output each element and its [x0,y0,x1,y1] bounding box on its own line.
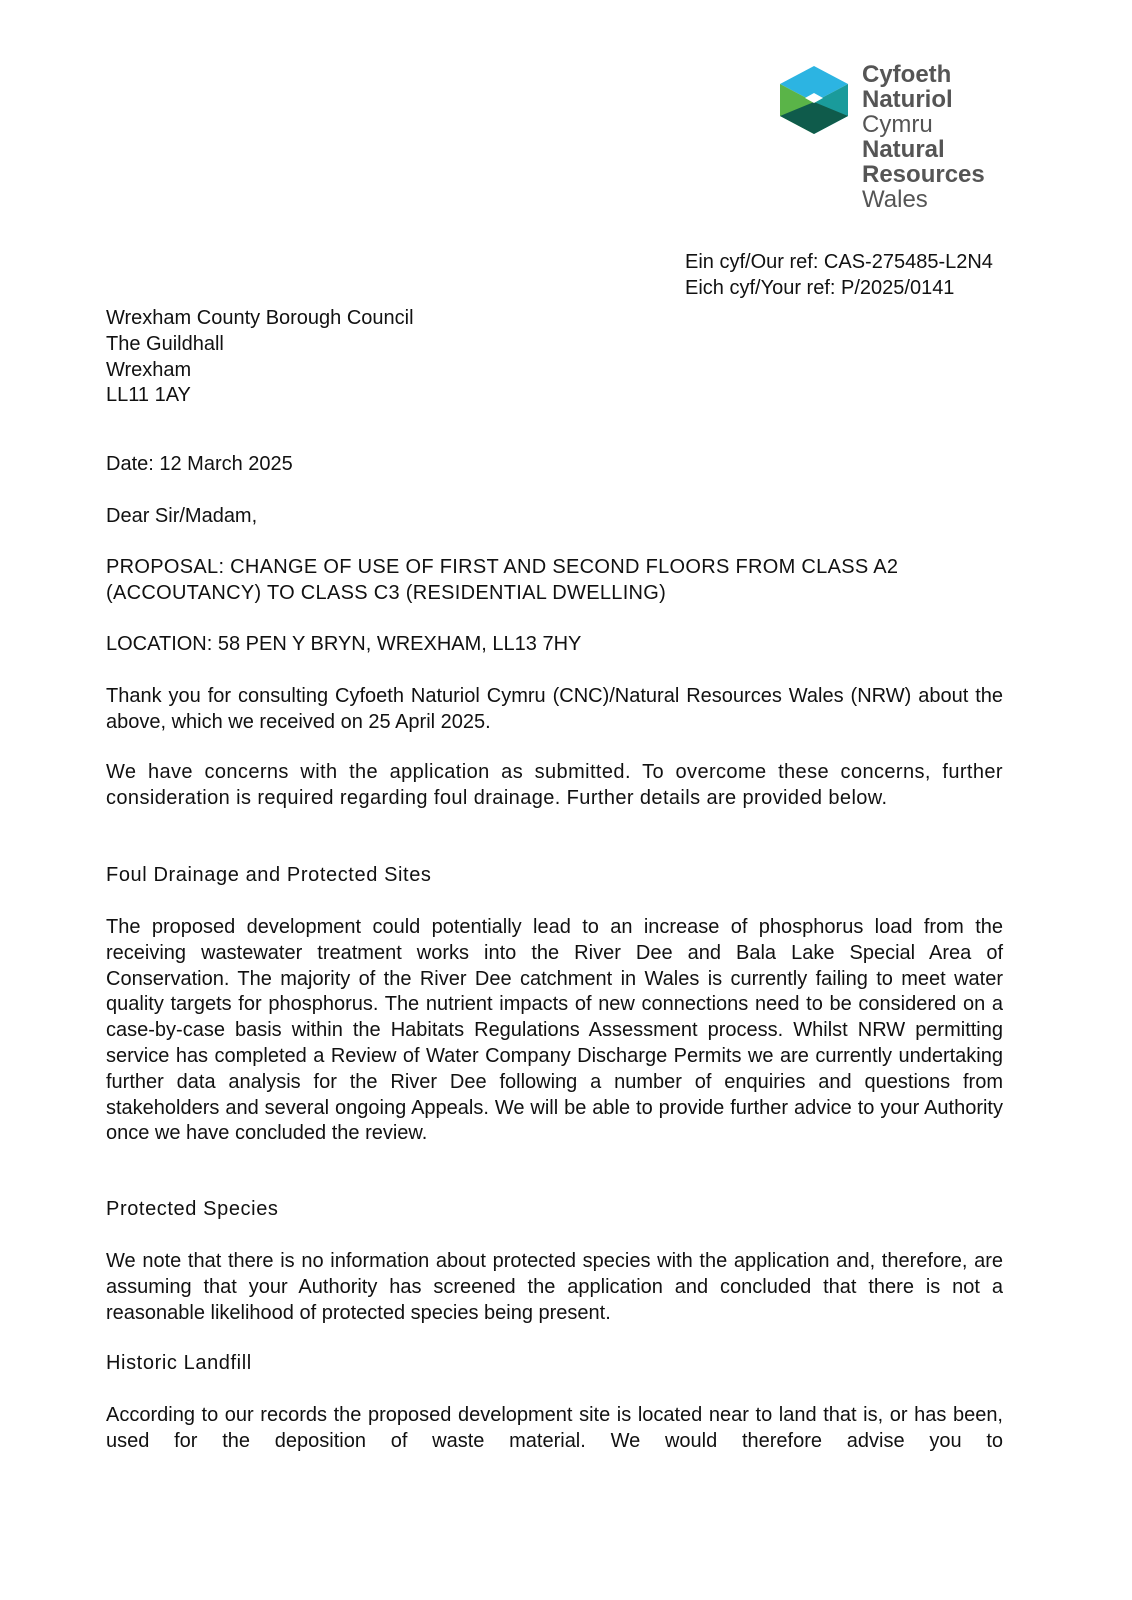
letter-date: Date: 12 March 2025 [106,453,293,475]
address-line: Wrexham County Borough Council [106,307,414,329]
section-body-historic-landfill: According to our records the proposed development site is located near to land that is, or has been, used for the deposition of waste material. We would therefore advise you to [106,1404,1003,1452]
proposal-line: (ACCOUTANCY) TO CLASS C3 (RESIDENTIAL DWELLING) [106,581,667,604]
nrw-logo-icon [774,62,854,138]
section-heading-protected-species: Protected Species [106,1198,279,1220]
section-heading-historic-landfill: Historic Landfill [106,1352,252,1374]
logo-line: Resources [862,161,985,188]
address-line: The Guildhall [106,332,224,355]
salutation: Dear Sir/Madam, [106,505,258,527]
logo-line: Wales [862,186,928,213]
intro-paragraph: Thank you for consulting Cyfoeth Naturiol Cymru (CNC)/Natural Resources Wales (NRW) about the above, which we received on 25 April 2025. [106,685,1003,733]
logo-text [862,62,985,212]
section-heading-foul-drainage: Foul Drainage and Protected Sites [106,864,432,886]
concerns-paragraph: We have concerns with the application as submitted. To overcome these concerns, further consideration is required regarding foul drainage. Further details are provided below. [106,761,1003,809]
section-body-foul-drainage: The proposed development could potentially lead to an increase of phosphorus load from the receiving wastewater treatment works into the River Dee and Bala Lake Special Area of Conservation. The majority of the River Dee catchment in Wales is currently failing to meet water quality targets for phosphorus. The nutrient impacts of new connections need to be considered on a case-by-case basis within the Habitats Regulations Assessment process. Whilst NRW permitting service has completed a Review of Water Company Discharge Permits we are currently undertaking further data analysis for the River Dee following a number of enquiries and questions from stakeholders and several ongoing Appeals. We will be able to provide further advice to your Authority once we have concluded the review. [106,916,1003,1145]
logo-line: Naturiol [862,86,953,113]
logo-line: Natural [862,136,945,163]
proposal [106,555,1003,607]
logo-line: Cymru [862,111,933,138]
logo-line: Cyfoeth [862,61,952,88]
your-ref: Eich cyf/Your ref: P/2025/0141 [685,276,955,299]
section-body-protected-species: We note that there is no information about protected species with the application and, therefore, are assuming that your Authority has screened the application and concluded that there is not a reasonable likelihood of protected species being present. [106,1250,1003,1324]
recipient-address [106,306,1003,409]
references [685,250,993,302]
our-ref: Ein cyf/Our ref: CAS-275485-L2N4 [685,251,993,273]
address-line: Wrexham [106,358,192,381]
location: LOCATION: 58 PEN Y BRYN, WREXHAM, LL13 7HY [106,633,582,655]
address-line: LL11 1AY [106,384,191,407]
proposal-line: PROPOSAL: CHANGE OF USE OF FIRST AND SECOND FLOORS FROM CLASS A2 [106,556,899,578]
